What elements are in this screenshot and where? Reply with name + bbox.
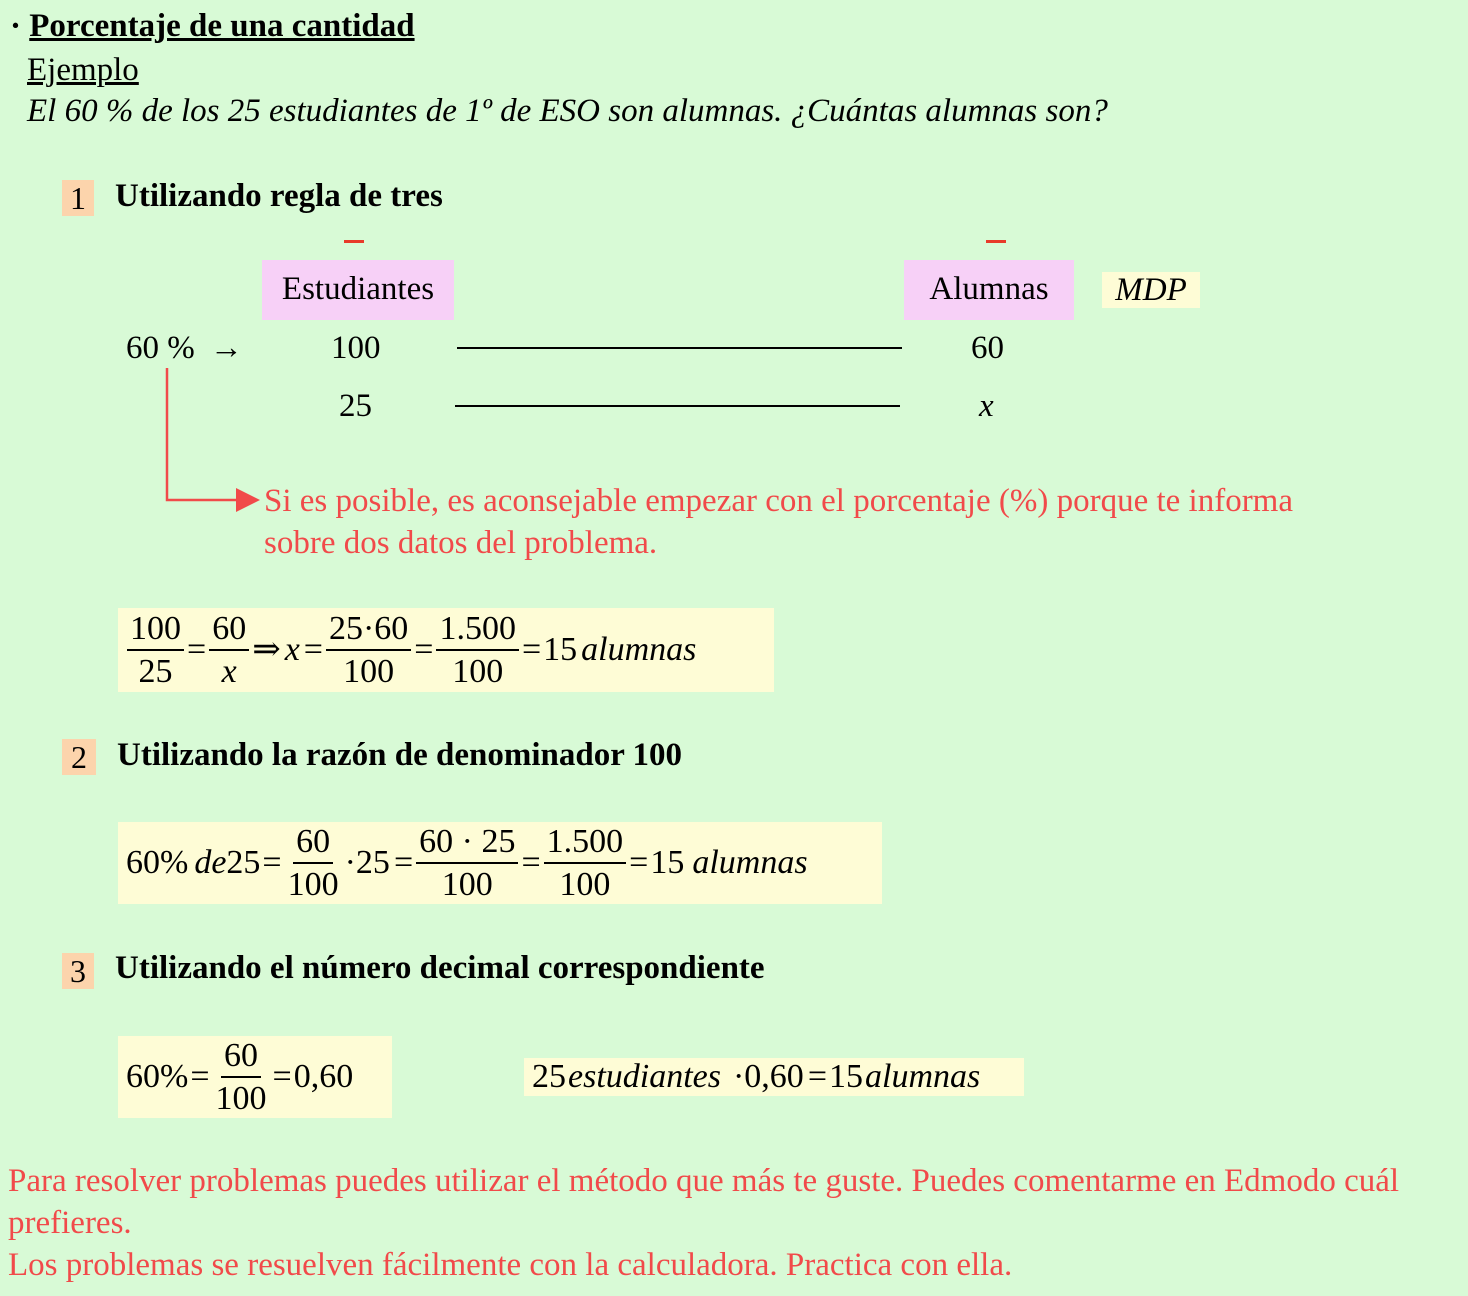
footer-notes (8, 1160, 1448, 1286)
unit-students: estudiantes (568, 1058, 721, 1095)
decimal-result: 0,60 (293, 1058, 354, 1095)
equals-sign: = (262, 844, 282, 881)
equals-sign: = (521, 844, 541, 881)
method-3-badge: 3 (62, 953, 94, 989)
percent-value: 60 % (126, 330, 195, 366)
fraction: $\frac{60 \cdot 25}{100}$ (416, 825, 518, 902)
column-header-girls: Alumnas (904, 260, 1074, 320)
tip-line-1: Si es posible, es aconsejable empezar con el porcentaje (%) porque te informa (264, 483, 1293, 519)
formula-box-method-2 (118, 822, 882, 904)
fraction: $\frac{60}{x}$ (209, 612, 249, 689)
fraction: $\frac{25\cdot 60}{100}$ (326, 612, 411, 689)
result-unit: alumnas (581, 631, 697, 668)
result-value: 15 (650, 844, 685, 881)
fraction: $\frac{60}{100}$ (287, 822, 339, 903)
method-1-heading: Utilizando regla de tres (115, 178, 443, 214)
method-1-badge: 1 (62, 180, 94, 216)
percent-lead: 60% (126, 1058, 189, 1095)
fraction: $\frac{1.500}{100}$ (436, 612, 519, 689)
tip-line-2: sobre dos datos del problema. (264, 525, 658, 561)
section-title-text: Porcentaje de una cantidad (29, 8, 415, 44)
example-label: Ejemplo (27, 52, 139, 88)
times-25: ·25 (344, 844, 390, 881)
result-unit: alumnas (692, 844, 808, 881)
fraction: $\frac{1.500}{100}$ (544, 825, 627, 902)
equals-sign: = (190, 1058, 210, 1095)
result-value: 15 (829, 1058, 863, 1095)
footer-line-2: Los problemas se resuelven fácilmente con la calculadora. Practica con ella. (8, 1247, 1013, 1283)
equals-sign: = (807, 1058, 827, 1095)
arrow-right-icon: → (210, 330, 243, 366)
fraction: $\frac{60}{100}$ (215, 1036, 267, 1117)
times-decimal: ·0,60 (732, 1058, 804, 1095)
implies-sign: ⇒ (252, 631, 281, 668)
equals-sign: = (303, 631, 323, 668)
equals-sign: = (629, 844, 649, 881)
row1-girls: 60 (971, 330, 1004, 366)
percent-lead: 60% (126, 844, 189, 881)
column-header-students: Estudiantes (262, 260, 454, 320)
equals-sign: = (187, 631, 207, 668)
equals-sign: = (393, 844, 414, 881)
variable-x: x (284, 631, 300, 668)
count-value: 25 (532, 1058, 566, 1095)
row1-students: 100 (331, 330, 381, 366)
bullet: · (10, 8, 22, 44)
row2-students: 25 (339, 388, 372, 424)
formula-box-method-3b (524, 1058, 1024, 1096)
method-2-badge: 2 (62, 739, 96, 775)
equals-sign: = (521, 631, 542, 668)
mdp-tag: MDP (1102, 272, 1200, 308)
result-value: 15 (543, 631, 578, 668)
base-value: 25 (226, 844, 261, 881)
formula-box-method-1 (118, 608, 774, 692)
equals-sign: = (272, 1058, 292, 1095)
footer-line-1: Para resolver problemas puedes utilizar el método que más te guste. Puedes comentarme en Edmodo cuál prefieres. (8, 1163, 1400, 1241)
word-de: de (194, 844, 227, 881)
formula-box-method-3a (118, 1036, 392, 1118)
row2-girls-unknown: x (979, 388, 994, 424)
problem-statement: El 60 % de los 25 estudiantes de 1º de ESO son alumnas. ¿Cuántas alumnas son? (27, 93, 1108, 129)
equals-sign: = (414, 631, 434, 668)
fraction: $\frac{100}{25}$ (127, 612, 184, 689)
method-3-heading: Utilizando el número decimal correspondiente (115, 950, 765, 986)
method-2-heading: Utilizando la razón de denominador 100 (117, 737, 683, 773)
unit-girls: alumnas (865, 1058, 981, 1095)
